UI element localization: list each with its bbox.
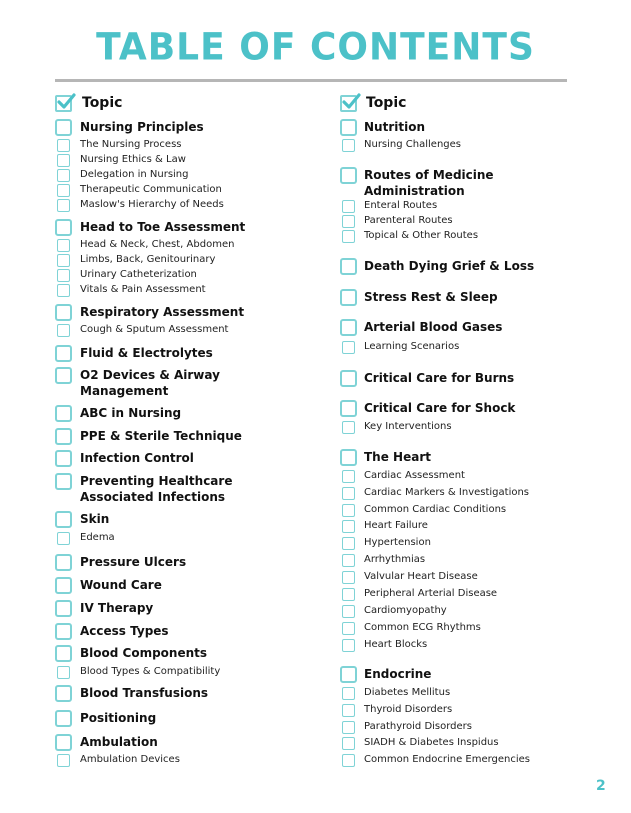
entry-label[interactable]: Hypertension [364,537,431,548]
checkbox[interactable] [55,405,72,422]
checkbox[interactable] [55,710,72,727]
entry-label[interactable]: Common ECG Rhythms [364,622,481,633]
checkbox[interactable] [55,645,72,662]
entry-label[interactable]: Therapeutic Communication [80,184,222,195]
entry-label[interactable]: Head & Neck, Chest, Abdomen [80,239,235,250]
entry-label[interactable]: Blood Components [80,646,208,660]
checkbox[interactable] [55,119,72,136]
entry-label[interactable]: Head to Toe Assessment [80,220,246,234]
page-number: 2 [596,778,606,794]
checkbox[interactable] [342,588,355,601]
entry-label[interactable]: Common Endocrine Emergencies [364,754,531,765]
checkbox[interactable] [57,269,70,282]
checkbox[interactable] [55,219,72,236]
checkbox[interactable] [55,473,72,490]
entry-label[interactable]: Key Interventions [364,421,452,432]
entry-label[interactable]: Respiratory Assessment [80,305,245,319]
entry-label[interactable]: Ambulation [80,735,158,749]
checkbox[interactable] [55,345,72,362]
topic-column-header: Topic [366,95,407,111]
checkbox[interactable] [342,230,355,243]
checkbox[interactable] [342,721,355,734]
entry-label[interactable]: Death Dying Grief & Loss [364,259,535,273]
entry-label[interactable]: PPE & Sterile Technique [80,429,242,443]
entry-label[interactable]: Cardiac Assessment [364,470,465,481]
entry-label-continued[interactable]: Administration [364,184,465,198]
checkbox[interactable] [340,400,357,417]
entry-label[interactable]: Stress Rest & Sleep [364,290,498,304]
entry-label[interactable]: Endocrine [364,667,432,681]
entry-label[interactable]: Fluid & Electrolytes [80,346,213,360]
checkbox[interactable] [57,754,70,767]
checkbox[interactable] [342,520,355,533]
checkbox[interactable] [342,605,355,618]
checkbox[interactable] [342,139,355,152]
entry-label[interactable]: Limbs, Back, Genitourinary [80,254,216,265]
checkbox[interactable] [342,571,355,584]
checkbox[interactable] [55,450,72,467]
checkbox[interactable] [342,687,355,700]
checkbox[interactable] [342,639,355,652]
entry-label[interactable]: Parathyroid Disorders [364,721,473,732]
checkbox[interactable] [57,284,70,297]
checkbox[interactable] [342,737,355,750]
entry-label[interactable]: Enteral Routes [364,200,438,211]
entry-label[interactable]: O2 Devices & Airway [80,368,220,382]
checkbox[interactable] [340,319,357,336]
entry-label[interactable]: Infection Control [80,451,194,465]
entry-label[interactable]: Topical & Other Routes [364,230,479,241]
entry-label[interactable]: The Nursing Process [80,139,182,150]
checkbox[interactable] [342,537,355,550]
entry-label[interactable]: Routes of Medicine [364,168,494,182]
checkbox[interactable] [340,449,357,466]
checkbox[interactable] [340,289,357,306]
entry-label[interactable]: Arrhythmias [364,554,426,565]
entry-label[interactable]: Nursing Ethics & Law [80,154,186,165]
checkbox[interactable] [340,370,357,387]
entry-label[interactable]: The Heart [364,450,431,464]
checkbox[interactable] [342,487,355,500]
entry-label[interactable]: Cough & Sputum Assessment [80,324,229,335]
checkbox[interactable] [342,504,355,517]
entry-label[interactable]: Maslow's Hierarchy of Needs [80,199,224,210]
checkbox[interactable] [342,215,355,228]
checkbox[interactable] [342,470,355,483]
entry-label[interactable]: Critical Care for Shock [364,401,516,415]
checkbox[interactable] [57,666,70,679]
checkbox[interactable] [55,428,72,445]
entry-label[interactable]: Nursing Challenges [364,139,461,150]
checkbox[interactable] [57,324,70,337]
entry-label[interactable]: Nursing Principles [80,120,204,134]
entry-label[interactable]: Skin [80,512,110,526]
checkbox[interactable] [57,199,70,212]
entry-label[interactable]: Urinary Catheterization [80,269,197,280]
checkbox[interactable] [340,666,357,683]
entry-label[interactable]: Peripheral Arterial Disease [364,588,498,599]
entry-label[interactable]: Nutrition [364,120,425,134]
checkbox[interactable] [57,139,70,152]
entry-label[interactable]: IV Therapy [80,601,154,615]
checkbox[interactable] [57,154,70,167]
entry-label[interactable]: Blood Types & Compatibility [80,666,221,677]
entry-label-continued[interactable]: Associated Infections [80,490,226,504]
entry-label[interactable]: SIADH & Diabetes Inspidus [364,737,499,748]
checkbox[interactable] [57,169,70,182]
entry-label[interactable]: Blood Transfusions [80,686,209,700]
checkbox[interactable] [342,554,355,567]
checkbox[interactable] [55,577,72,594]
title-divider [55,79,567,82]
entry-label[interactable]: Valvular Heart Disease [364,571,478,582]
checked-checkbox-icon [340,95,357,112]
entry-label[interactable]: Edema [80,532,115,543]
entry-label[interactable]: Heart Blocks [364,639,428,650]
checkbox[interactable] [340,258,357,275]
entry-label[interactable]: Arterial Blood Gases [364,320,503,334]
checked-checkbox-icon [55,95,72,112]
entry-label[interactable]: Learning Scenarios [364,341,460,352]
checkbox[interactable] [55,734,72,751]
entry-label[interactable]: Access Types [80,624,169,638]
checkbox[interactable] [57,239,70,252]
entry-label[interactable]: ABC in Nursing [80,406,182,420]
entry-label[interactable]: Critical Care for Burns [364,371,515,385]
checkbox[interactable] [57,184,70,197]
checkbox[interactable] [55,554,72,571]
checkbox[interactable] [342,622,355,635]
entry-label[interactable]: Common Cardiac Conditions [364,504,507,515]
entry-label[interactable]: Parenteral Routes [364,215,453,226]
checkbox[interactable] [340,167,357,184]
entry-label[interactable]: Heart Failure [364,520,428,531]
checkbox[interactable] [55,600,72,617]
entry-label-continued[interactable]: Management [80,384,169,398]
entry-label[interactable]: Cardiac Markers & Investigations [364,487,530,498]
entry-label[interactable]: Cardiomyopathy [364,605,447,616]
entry-label[interactable]: Preventing Healthcare [80,474,233,488]
page-title: TABLE OF CONTENTS [96,25,535,69]
entry-label[interactable]: Thyroid Disorders [364,704,453,715]
entry-label[interactable]: Delegation in Nursing [80,169,189,180]
checkbox[interactable] [342,341,355,354]
checkbox[interactable] [55,685,72,702]
checkbox[interactable] [57,254,70,267]
checkbox[interactable] [55,304,72,321]
entry-label[interactable]: Vitals & Pain Assessment [80,284,206,295]
checkbox[interactable] [342,704,355,717]
entry-label[interactable]: Pressure Ulcers [80,555,187,569]
checkbox[interactable] [55,623,72,640]
checkbox[interactable] [340,119,357,136]
entry-label[interactable]: Positioning [80,711,157,725]
checkbox[interactable] [57,532,70,545]
checkbox[interactable] [342,200,355,213]
entry-label[interactable]: Ambulation Devices [80,754,180,765]
checkbox[interactable] [342,421,355,434]
topic-column-header: Topic [82,95,123,111]
checkbox[interactable] [55,511,72,528]
checkbox[interactable] [55,367,72,384]
checkbox[interactable] [342,754,355,767]
entry-label[interactable]: Diabetes Mellitus [364,687,451,698]
entry-label[interactable]: Wound Care [80,578,162,592]
